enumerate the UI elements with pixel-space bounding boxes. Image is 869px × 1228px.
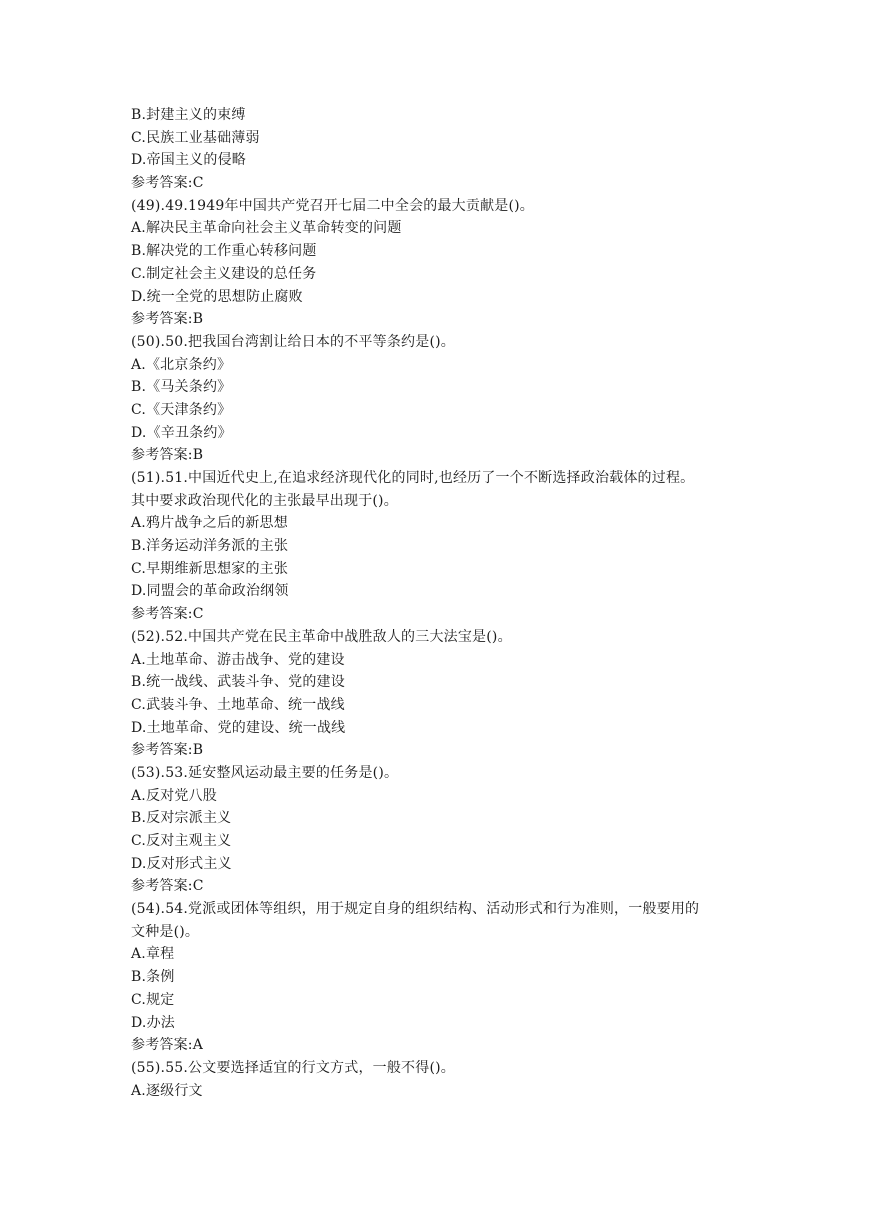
option-line: C.《天津条约》 — [131, 401, 232, 418]
option-line: C.早期维新思想家的主张 — [131, 560, 289, 577]
option-line: D.帝国主义的侵略 — [131, 152, 246, 169]
question-list — [131, 104, 751, 1102]
question-line: (49).49.1949年中国共产党召开七届二中全会的最大贡献是()。 — [131, 197, 535, 214]
option-line: A.章程 — [131, 946, 175, 963]
option-line: C.武装斗争、土地革命、统一战线 — [131, 696, 345, 713]
question-line-continued: 文种是()。 — [131, 923, 200, 940]
option-line: A.逐级行文 — [131, 1082, 203, 1099]
answer-line: 参考答案:B — [131, 447, 204, 464]
option-line: C.制定社会主义建设的总任务 — [131, 265, 317, 282]
question-line: (52).52.中国共产党在民主革命中战胜敌人的三大法宝是()。 — [131, 628, 512, 645]
answer-line: 参考答案:C — [131, 175, 204, 192]
option-line: B.解决党的工作重心转移问题 — [131, 243, 317, 260]
question-line-continued: 其中要求政治现代化的主张最早出现于()。 — [131, 492, 398, 509]
question-line: (54).54.党派或团体等组织，用于规定自身的组织结构、活动形式和行为准则，一般要用的 — [131, 901, 700, 918]
option-line: C.民族工业基础薄弱 — [131, 129, 260, 146]
question-line: (55).55.公文要选择适宜的行文方式，一般不得()。 — [131, 1059, 455, 1076]
option-line: D.同盟会的革命政治纲领 — [131, 583, 289, 600]
option-line: B.统一战线、武装斗争、党的建设 — [131, 674, 345, 691]
question-line: (50).50.把我国台湾割让给日本的不平等条约是()。 — [131, 333, 455, 350]
option-line: B.条例 — [131, 969, 175, 986]
option-line: C.反对主观主义 — [131, 833, 232, 849]
answer-line: 参考答案:C — [131, 606, 204, 623]
option-line: A.《北京条约》 — [131, 356, 232, 373]
option-line: D.办法 — [131, 1014, 175, 1031]
option-line: A.鸦片战争之后的新思想 — [131, 515, 288, 532]
option-line: B.《马关条约》 — [131, 379, 232, 396]
question-line: (53).53.延安整风运动最主要的任务是()。 — [131, 764, 399, 781]
option-line: A.土地革命、游击战争、党的建设 — [131, 651, 345, 668]
option-line: A.反对党八股 — [131, 787, 217, 804]
answer-line: 参考答案:C — [131, 878, 204, 895]
answer-line: 参考答案:B — [131, 311, 204, 328]
option-line: D.土地革命、党的建设、统一战线 — [131, 719, 346, 736]
answer-line: 参考答案:A — [131, 1037, 204, 1054]
answer-line: 参考答案:B — [131, 742, 204, 759]
option-line: D.统一全党的思想防止腐败 — [131, 288, 303, 305]
option-line: B.封建主义的束缚 — [131, 107, 246, 123]
option-line: D.《辛丑条约》 — [131, 424, 232, 441]
option-line: D.反对形式主义 — [131, 855, 232, 872]
question-line: (51).51.中国近代史上,在追求经济现代化的同时,也经历了一个不断选择政治载体的过程。 — [131, 470, 695, 486]
option-line: B.洋务运动洋务派的主张 — [131, 538, 289, 555]
option-line: C.规定 — [131, 991, 175, 1008]
option-line: A.解决民主革命向社会主义革命转变的问题 — [131, 220, 402, 237]
option-line: B.反对宗派主义 — [131, 810, 232, 827]
